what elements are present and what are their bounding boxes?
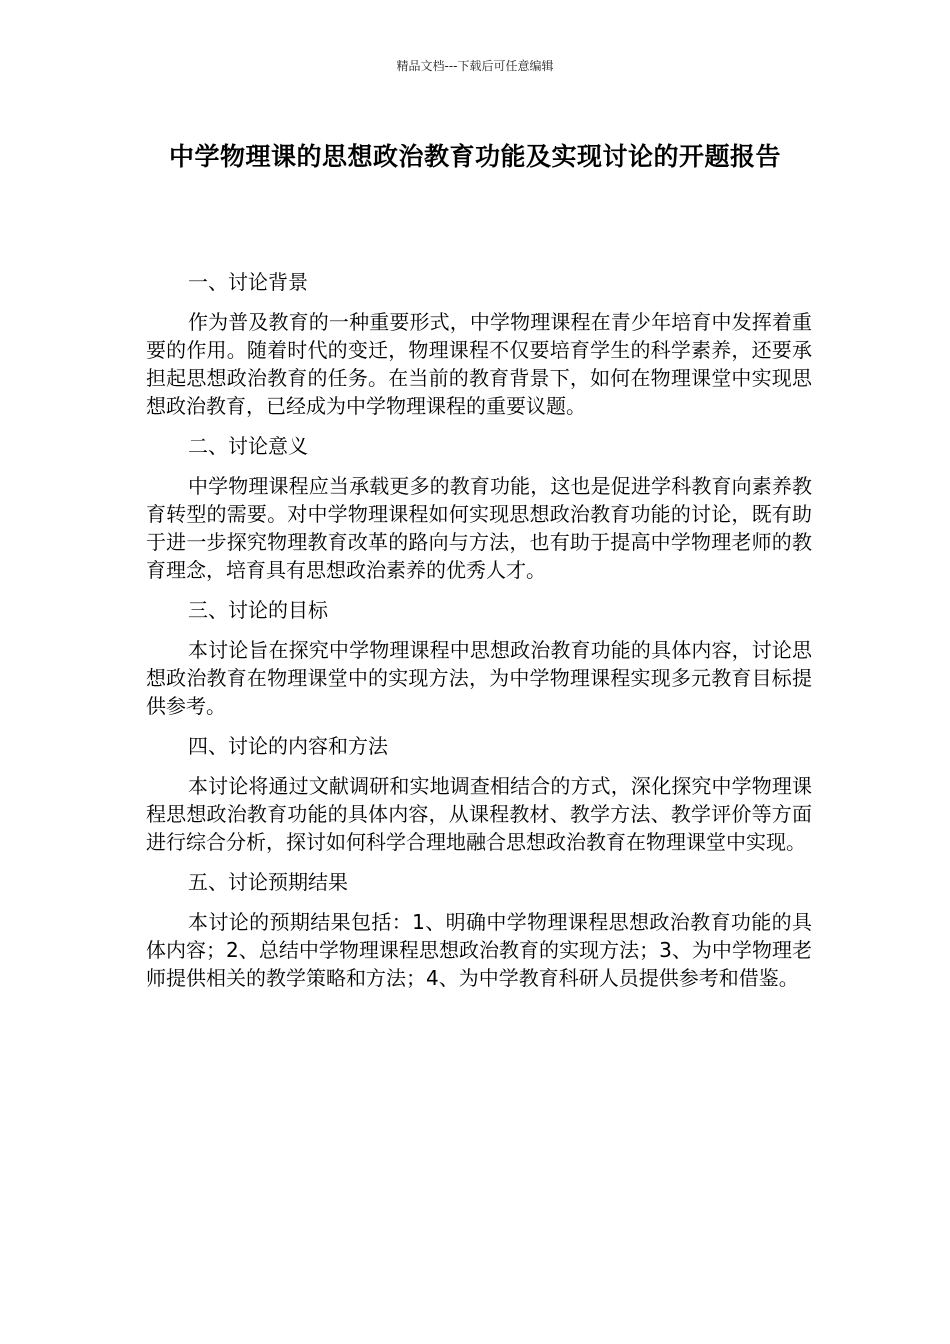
- section-body-significance: 中学物理课程应当承载更多的教育功能，这也是促进学科教育向素养教育转型的需要。对中学物理课程如何实现思想政治教育功能的讨论，既有助于进一步探究物理教育改革的路向与方法，也有助于提高中学物理老师的教育理念，培育具有思想政治素养的优秀人才。: [146, 474, 812, 582]
- document-title: 中学物理课的思想政治教育功能及实现讨论的开题报告: [168, 142, 781, 171]
- section-heading-significance: 二、讨论意义: [188, 434, 308, 458]
- section-body-expected-results: 本讨论的预期结果包括：1、明确中学物理课程思想政治教育功能的具体内容；2、总结中学物理课程思想政治教育的实现方法；3、为中学物理老师提供相关的教学策略和方法；4、为中学教育科研人员提供参考和借鉴。: [146, 910, 812, 990]
- section-body-background: 作为普及教育的一种重要形式，中学物理课程在青少年培育中发挥着重要的作用。随着时代的变迁，物理课程不仅要培育学生的科学素养，还要承担起思想政治教育的任务。在当前的教育背景下，如何在物理课堂中实现思想政治教育，已经成为中学物理课程的重要议题。: [146, 310, 812, 418]
- section-body-content-methods: 本讨论将通过文献调研和实地调查相结合的方式，深化探究中学物理课程思想政治教育功能的具体内容，从课程教材、教学方法、教学评价等方面进行综合分析，探讨如何科学合理地融合思想政治教育在物理课堂中实现。: [146, 774, 812, 854]
- header-note: 精品文档---下载后可任意编辑: [396, 59, 554, 73]
- section-body-objectives: 本讨论旨在探究中学物理课程中思想政治教育功能的具体内容，讨论思想政治教育在物理课堂中的实现方法，为中学物理课程实现多元教育目标提供参考。: [146, 638, 812, 718]
- document-content: [146, 268, 812, 1004]
- section-heading-expected-results: 五、讨论预期结果: [188, 870, 348, 894]
- section-heading-objectives: 三、讨论的目标: [188, 598, 328, 622]
- section-heading-content-methods: 四、讨论的内容和方法: [188, 734, 388, 758]
- section-heading-background: 一、讨论背景: [188, 270, 308, 294]
